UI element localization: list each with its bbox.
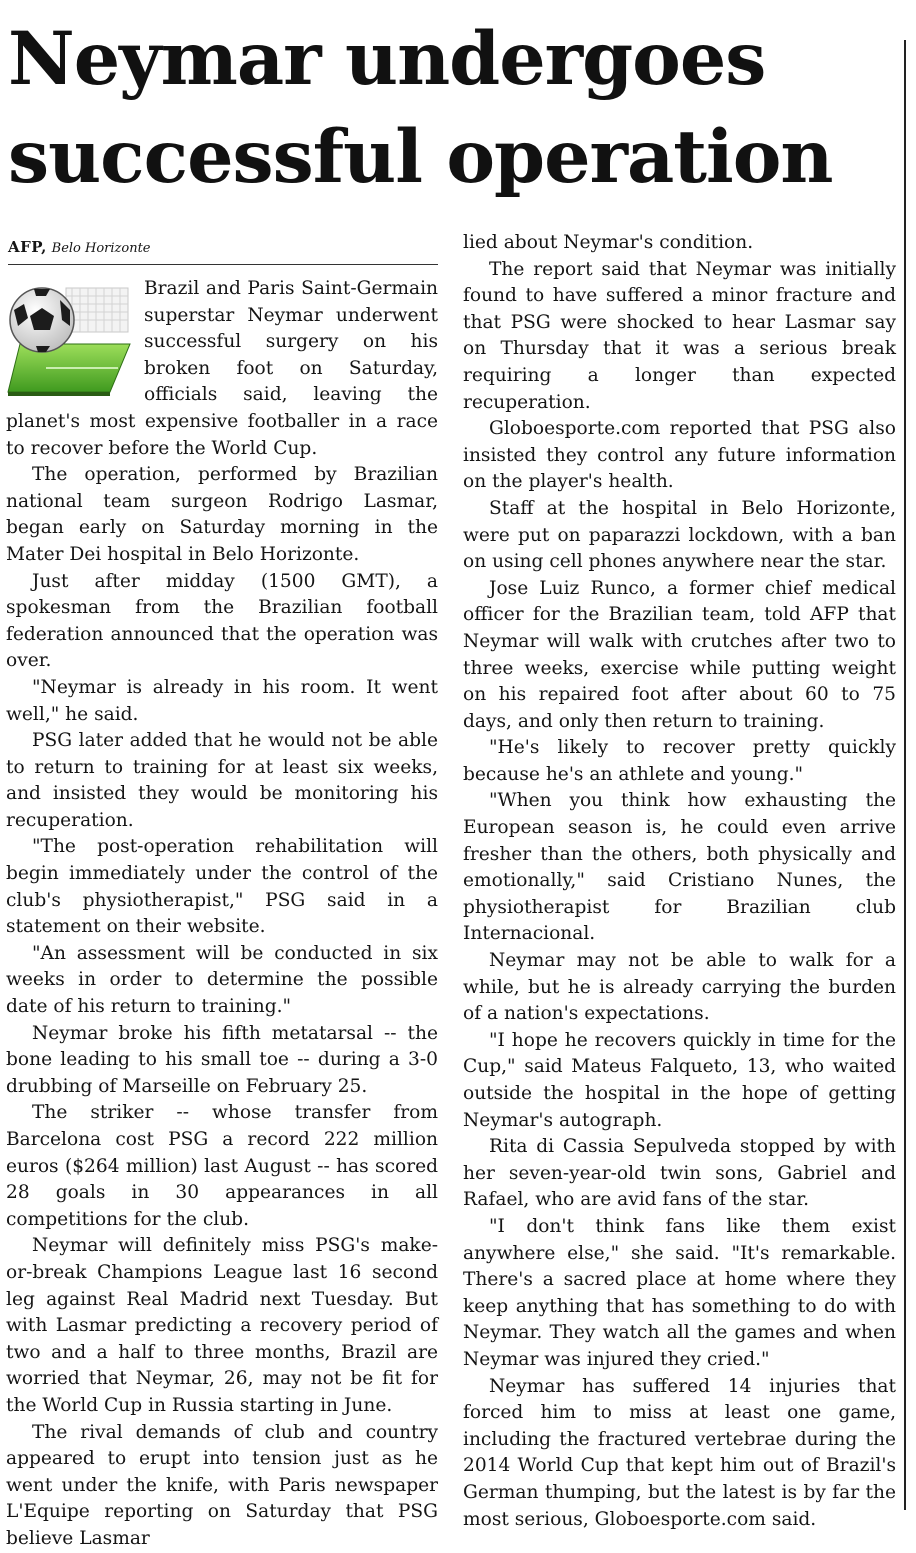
paragraph: "An assessment will be conducted in six weeks in order to determine the possible date of his return to training." — [6, 942, 438, 1018]
byline — [8, 236, 438, 260]
paragraph: Globoesporte.com reported that PSG also insisted they control any future information on the player's health. — [463, 418, 896, 493]
headline-line-2: successful operation — [8, 114, 833, 200]
paragraph: Brazil and Paris Saint-Germain superstar Neymar underwent successful surgery on his broken foot on Saturday, officials said, leaving the planet's most expensive footballer in a race to recover before the World Cup. — [6, 278, 438, 459]
paragraph: Jose Luiz Runco, a former chief medical officer for the Brazilian team, told AFP that Neymar will walk with crutches after two to three weeks, exercise while putting weight on his repaired foot after about 60 to 75 days, and only then return to training. — [463, 577, 896, 732]
byline-rule — [8, 264, 438, 265]
paragraph: Staff at the hospital in Belo Horizonte, were put on paparazzi lockdown, with a ban on using cell phones anywhere near the star. — [463, 497, 896, 573]
paragraph: PSG later added that he would not be able to return to training for at least six weeks, and insisted they would be monitoring his recuperation. — [6, 730, 438, 831]
article-column-2 — [463, 230, 896, 1533]
paragraph: "I hope he recovers quickly in time for the Cup," said Mateus Falqueto, 13, who waited outside the hospital in the hope of getting Neymar's autograph. — [463, 1029, 896, 1131]
article-column-1 — [6, 276, 438, 1553]
paragraph: Just after midday (1500 GMT), a spokesman from the Brazilian football federation announced that the operation was over. — [6, 570, 438, 672]
paragraph: Neymar may not be able to walk for a while, but he is already carrying the burden of a nation's expectations. — [463, 950, 896, 1025]
paragraph: "I don't think fans like them exist anywhere else," she said. "It's remarkable. There's a sacred place at home where they keep anything that has something to do with Neymar. They watch all the games and when Neymar was injured they cried." — [463, 1215, 896, 1370]
paragraph: The operation, performed by Brazilian national team surgeon Rodrigo Lasmar, began early on Saturday morning in the Mater Dei hospital in Belo Horizonte. — [6, 464, 438, 565]
paragraph: The striker -- whose transfer from Barcelona cost PSG a record 222 million euros ($264 million) last August -- has scored 28 goals in 30 appearances in all competitions for the club. — [6, 1102, 438, 1230]
paragraph: "When you think how exhausting the European season is, he could even arrive fresher than the others, both physically and emotionally," said Cristiano Nunes, the physiotherapist for Brazilian club Internacional. — [463, 790, 896, 945]
paragraph: lied about Neymar's condition. — [463, 232, 754, 253]
paragraph: The rival demands of club and country appeared to erupt into tension just as he went under the knife, with Paris newspaper L'Equipe reporting on Saturday that PSG believe Lasmar — [6, 1421, 438, 1549]
paragraph: Rita di Cassia Sepulveda stopped by with her seven-year-old twin sons, Gabriel and Rafael, who are avid fans of the star. — [463, 1136, 896, 1211]
paragraph: Neymar has suffered 14 injuries that forced him to miss at least one game, including the fractured vertebrae during the 2014 World Cup that kept him out of Brazil's German thumping, but the latest is by far the most serious, Globoesporte.com said. — [463, 1375, 896, 1530]
paragraph: "He's likely to recover pretty quickly because he's an athlete and young." — [463, 737, 896, 785]
byline-location: Belo Horizonte — [51, 241, 151, 256]
byline-agency: AFP, — [8, 238, 47, 256]
paragraph: "Neymar is already in his room. It went well," he said. — [6, 676, 438, 725]
paragraph: Neymar will definitely miss PSG's make-or-break Champions League last 16 second leg against Real Madrid next Tuesday. But with Lasmar predicting a recovery period of two and a half to three months, Brazil are worried that Neymar, 26, may not be fit for the World Cup in Russia starting in June. — [6, 1235, 438, 1416]
paragraph: "The post-operation rehabilitation will begin immediately under the control of the club's physiotherapist," PSG said in a statement on their website. — [6, 836, 438, 938]
paragraph: The report said that Neymar was initially found to have suffered a minor fracture and that PSG were shocked to hear Lasmar say on Thursday that it was a serious break requiring a longer than expected recuperation. — [463, 258, 896, 413]
headline — [8, 10, 903, 206]
headline-line-1: Neymar undergoes — [8, 16, 766, 102]
soccer-ball-icon — [6, 280, 134, 397]
column-rule — [904, 40, 906, 1510]
paragraph: Neymar broke his fifth metatarsal -- the bone leading to his small toe -- during a 3-0 drubbing of Marseille on February 25. — [6, 1022, 438, 1097]
